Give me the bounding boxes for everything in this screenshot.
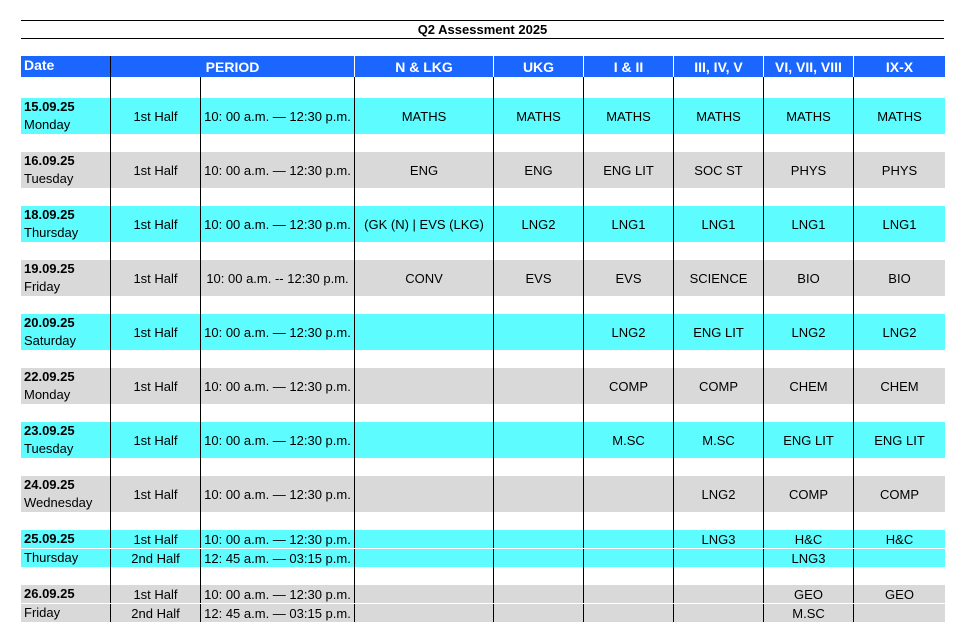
- header-row: [21, 56, 945, 77]
- spacer-cell: [674, 296, 764, 314]
- spacer-cell: [201, 77, 355, 98]
- subject-cell: CHEM: [764, 368, 854, 404]
- table-row: [21, 604, 945, 622]
- spacer-cell: [584, 242, 674, 260]
- spacer-cell: [854, 188, 945, 206]
- date-cell: [21, 549, 111, 567]
- table-row: [21, 549, 945, 567]
- spacer-cell: [494, 458, 584, 476]
- spacer-cell: [584, 458, 674, 476]
- spacer-cell: [494, 188, 584, 206]
- subject-cell: LNG1: [764, 206, 854, 242]
- spacer-cell: [355, 350, 494, 368]
- date-value: 20.09.25: [24, 315, 75, 330]
- spacer-cell: [764, 567, 854, 585]
- spacer-cell: [21, 458, 111, 476]
- spacer-cell: [201, 134, 355, 152]
- subject-cell: [355, 422, 494, 458]
- header-iii-v: III, IV, V: [674, 56, 764, 77]
- spacer-cell: [355, 296, 494, 314]
- subject-cell: [355, 549, 494, 567]
- spacer-cell: [355, 404, 494, 422]
- date-cell: [21, 206, 111, 242]
- time-cell: 10: 00 a.m. — 12:30 p.m.: [201, 368, 355, 404]
- spacer-cell: [111, 188, 201, 206]
- subject-cell: CHEM: [880, 378, 919, 394]
- page-title: Q2 Assessment 2025: [417, 22, 548, 37]
- day-value: Saturday: [24, 333, 77, 348]
- subject-cell: [494, 476, 584, 512]
- subject-cell: LNG1: [674, 206, 764, 242]
- spacer-cell: [201, 296, 355, 314]
- subject-cell: ENG: [494, 152, 584, 188]
- subject-cell: LNG2: [494, 206, 584, 242]
- spacer-cell: [355, 512, 494, 530]
- time-cell: 12: 45 a.m. — 03:15 p.m.: [201, 604, 355, 622]
- spacer-cell: [764, 188, 854, 206]
- subject-cell: [674, 549, 764, 567]
- table-row: [21, 260, 945, 296]
- subject-cell: SOC ST: [674, 152, 764, 188]
- half-cell: 2nd Half: [111, 604, 201, 622]
- subject-cell: [355, 368, 494, 404]
- subject-cell: [494, 604, 584, 622]
- spacer-cell: [854, 404, 945, 422]
- spacer-cell: [201, 567, 355, 585]
- spacer-cell: [21, 512, 111, 530]
- subject-cell: LNG3: [764, 549, 854, 567]
- spacer-cell: [674, 567, 764, 585]
- subject-cell: ENG LIT: [874, 432, 925, 448]
- spacer-cell: [764, 77, 854, 98]
- date-value: 25.09.25: [24, 531, 75, 546]
- spacer-cell: [201, 404, 355, 422]
- subject-cell: [854, 549, 945, 567]
- subject-cell: CONV: [355, 260, 494, 296]
- spacer-cell: [494, 242, 584, 260]
- date-value: 15.09.25: [24, 99, 75, 114]
- header-date: Date: [21, 56, 111, 77]
- half-cell: 1st Half: [111, 368, 201, 404]
- subject-cell: H&C: [764, 530, 854, 548]
- spacer-cell: [111, 350, 201, 368]
- title-rule: [21, 38, 944, 39]
- spacer-cell: [494, 512, 584, 530]
- spacer-cell: [494, 77, 584, 98]
- table-row: [21, 152, 945, 188]
- spacer-cell: [111, 77, 201, 98]
- date-value: 24.09.25: [24, 477, 75, 492]
- day-value: Monday: [24, 387, 71, 402]
- spacer-cell: [674, 188, 764, 206]
- spacer-cell: [584, 188, 674, 206]
- spacer-cell: [21, 77, 111, 98]
- subject-cell: [355, 585, 494, 603]
- spacer-cell: [201, 512, 355, 530]
- subject-cell: [584, 530, 674, 548]
- date-cell: [21, 152, 111, 188]
- spacer-cell: [764, 458, 854, 476]
- spacer-row: [21, 296, 945, 314]
- table-row: [21, 368, 945, 404]
- spacer-cell: [854, 77, 945, 98]
- day-value: Friday: [24, 605, 61, 620]
- spacer-row: [21, 350, 945, 368]
- spacer-row: [21, 404, 945, 422]
- spacer-cell: [674, 458, 764, 476]
- header-n-lkg: N & LKG: [355, 56, 494, 77]
- spacer-row: [21, 242, 945, 260]
- time-cell: 12: 45 a.m. — 03:15 p.m.: [201, 549, 355, 567]
- spacer-cell: [584, 350, 674, 368]
- spacer-cell: [494, 296, 584, 314]
- subject-cell: ENG LIT: [674, 314, 764, 350]
- subject-cell: [494, 530, 584, 548]
- spacer-row: [21, 458, 945, 476]
- spacer-cell: [674, 77, 764, 98]
- subject-cell: GEO: [885, 586, 914, 602]
- date-cell: [21, 604, 111, 622]
- spacer-cell: [854, 512, 945, 530]
- subject-cell: [584, 585, 674, 603]
- subject-cell: EVS: [494, 260, 584, 296]
- spacer-cell: [674, 242, 764, 260]
- date-cell: [21, 585, 111, 603]
- date-cell: [21, 314, 111, 350]
- day-value: Wednesday: [24, 495, 93, 510]
- table-row: [21, 585, 945, 604]
- day-value: Thursday: [24, 225, 79, 240]
- time-cell: 10: 00 a.m. — 12:30 p.m.: [201, 98, 355, 134]
- date-cell: [21, 260, 111, 296]
- time-cell: 10: 00 a.m. — 12:30 p.m.: [201, 585, 355, 603]
- half-cell: 1st Half: [111, 476, 201, 512]
- spacer-cell: [494, 404, 584, 422]
- spacer-cell: [584, 77, 674, 98]
- time-cell: 10: 00 a.m. — 12:30 p.m.: [201, 530, 355, 548]
- subject-cell: MATHS: [584, 98, 674, 134]
- subject-cell: MATHS: [877, 108, 922, 124]
- spacer-cell: [355, 458, 494, 476]
- half-cell: 1st Half: [111, 585, 201, 603]
- date-cell: [21, 368, 111, 404]
- date-cell: [21, 530, 111, 548]
- half-cell: 1st Half: [111, 98, 201, 134]
- spacer-row: [21, 512, 945, 530]
- spacer-cell: [111, 567, 201, 585]
- spacer-cell: [21, 404, 111, 422]
- spacer-cell: [355, 134, 494, 152]
- subject-cell: [584, 604, 674, 622]
- subject-cell: MATHS: [355, 98, 494, 134]
- spacer-cell: [854, 242, 945, 260]
- spacer-cell: [854, 458, 945, 476]
- subject-cell: [355, 476, 494, 512]
- spacer-cell: [355, 567, 494, 585]
- time-cell: 10: 00 a.m. — 12:30 p.m.: [201, 206, 355, 242]
- subject-cell: LNG1: [882, 216, 917, 232]
- spacer-cell: [494, 567, 584, 585]
- half-cell: 1st Half: [111, 152, 201, 188]
- table-row: [21, 314, 945, 350]
- half-cell: 1st Half: [111, 530, 201, 548]
- subject-cell: SCIENCE: [674, 260, 764, 296]
- spacer-cell: [764, 242, 854, 260]
- spacer-cell: [494, 134, 584, 152]
- spacer-cell: [764, 134, 854, 152]
- spacer-cell: [111, 242, 201, 260]
- subject-cell: LNG3: [674, 530, 764, 548]
- subject-cell: MATHS: [764, 98, 854, 134]
- spacer-row: [21, 188, 945, 206]
- date-cell: [21, 422, 111, 458]
- half-cell: 2nd Half: [111, 549, 201, 567]
- time-cell: 10: 00 a.m. — 12:30 p.m.: [201, 422, 355, 458]
- header-period: PERIOD: [111, 56, 355, 77]
- date-value: 19.09.25: [24, 261, 75, 276]
- subject-cell: ENG LIT: [584, 152, 674, 188]
- subject-cell: BIO: [888, 270, 911, 286]
- time-cell: 10: 00 a.m. — 12:30 p.m.: [201, 152, 355, 188]
- spacer-cell: [355, 77, 494, 98]
- spacer-cell: [21, 134, 111, 152]
- spacer-cell: [111, 404, 201, 422]
- subject-cell: PHYS: [881, 162, 918, 178]
- subject-cell: GEO: [764, 585, 854, 603]
- subject-cell: MATHS: [674, 98, 764, 134]
- subject-cell: COMP: [674, 368, 764, 404]
- date-value: 23.09.25: [24, 423, 75, 438]
- time-cell: 10: 00 a.m. — 12:30 p.m.: [201, 476, 355, 512]
- subject-cell: ENG LIT: [764, 422, 854, 458]
- table-row: [21, 98, 945, 134]
- spacer-cell: [201, 188, 355, 206]
- subject-cell: COMP: [764, 476, 854, 512]
- spacer-cell: [21, 567, 111, 585]
- date-value: 16.09.25: [24, 153, 75, 168]
- table-row: [21, 530, 945, 549]
- table-row: [21, 476, 945, 512]
- spacer-cell: [584, 134, 674, 152]
- day-value: Friday: [24, 279, 61, 294]
- spacer-row: [21, 77, 945, 98]
- spacer-cell: [674, 134, 764, 152]
- subject-cell: [494, 585, 584, 603]
- half-cell: 1st Half: [111, 260, 201, 296]
- subject-cell: BIO: [764, 260, 854, 296]
- half-cell: 1st Half: [111, 314, 201, 350]
- subject-cell: [674, 585, 764, 603]
- subject-cell: EVS: [584, 260, 674, 296]
- subject-cell: [854, 604, 945, 622]
- subject-cell: [494, 422, 584, 458]
- spacer-cell: [674, 404, 764, 422]
- spacer-cell: [21, 350, 111, 368]
- spacer-cell: [674, 350, 764, 368]
- half-cell: 1st Half: [111, 206, 201, 242]
- spacer-cell: [21, 188, 111, 206]
- date-value: 18.09.25: [24, 207, 75, 222]
- spacer-cell: [854, 567, 945, 585]
- spacer-cell: [355, 188, 494, 206]
- date-value: 22.09.25: [24, 369, 75, 384]
- subject-cell: COMP: [880, 486, 919, 502]
- subject-cell: [494, 314, 584, 350]
- spacer-cell: [584, 296, 674, 314]
- subject-cell: H&C: [885, 531, 914, 547]
- header-ukg: UKG: [494, 56, 584, 77]
- header-ix-x: IX-X: [885, 58, 914, 75]
- subject-cell: [584, 549, 674, 567]
- time-cell: 10: 00 a.m. — 12:30 p.m.: [201, 314, 355, 350]
- spacer-cell: [854, 296, 945, 314]
- table-row: [21, 422, 945, 458]
- spacer-cell: [764, 350, 854, 368]
- date-value: 26.09.25: [24, 586, 75, 601]
- subject-cell: LNG2: [882, 324, 917, 340]
- subject-cell: LNG2: [584, 314, 674, 350]
- subject-cell: PHYS: [764, 152, 854, 188]
- half-cell: 1st Half: [111, 422, 201, 458]
- spacer-row: [21, 567, 945, 585]
- day-value: Tuesday: [24, 171, 74, 186]
- subject-cell: (GK (N) | EVS (LKG): [355, 206, 494, 242]
- spacer-cell: [111, 512, 201, 530]
- day-value: Tuesday: [24, 441, 74, 456]
- day-value: Thursday: [24, 550, 79, 565]
- spacer-cell: [111, 134, 201, 152]
- subject-cell: COMP: [584, 368, 674, 404]
- spacer-cell: [494, 350, 584, 368]
- spacer-cell: [854, 350, 945, 368]
- date-cell: [21, 98, 111, 134]
- spacer-cell: [355, 242, 494, 260]
- header-i-ii: I & II: [584, 56, 674, 77]
- schedule-table: [21, 56, 945, 622]
- subject-cell: [355, 604, 494, 622]
- table-row: [21, 206, 945, 242]
- subject-cell: [674, 604, 764, 622]
- subject-cell: M.SC: [584, 422, 674, 458]
- subject-cell: [355, 314, 494, 350]
- subject-cell: [355, 530, 494, 548]
- spacer-cell: [854, 134, 945, 152]
- subject-cell: ENG: [355, 152, 494, 188]
- subject-cell: M.SC: [674, 422, 764, 458]
- spacer-cell: [111, 458, 201, 476]
- day-value: Monday: [24, 117, 71, 132]
- header-vi-viii: VI, VII, VIII: [764, 56, 854, 77]
- subject-cell: M.SC: [764, 604, 854, 622]
- spacer-cell: [674, 512, 764, 530]
- spacer-row: [21, 134, 945, 152]
- spacer-cell: [584, 567, 674, 585]
- spacer-cell: [201, 350, 355, 368]
- time-cell: 10: 00 a.m. -- 12:30 p.m.: [201, 260, 355, 296]
- spacer-cell: [584, 512, 674, 530]
- spacer-cell: [201, 458, 355, 476]
- subject-cell: [584, 476, 674, 512]
- spacer-cell: [111, 296, 201, 314]
- spacer-cell: [764, 512, 854, 530]
- spacer-cell: [584, 404, 674, 422]
- spacer-cell: [764, 296, 854, 314]
- subject-cell: LNG2: [674, 476, 764, 512]
- spacer-cell: [21, 296, 111, 314]
- spacer-cell: [764, 404, 854, 422]
- subject-cell: [494, 549, 584, 567]
- subject-cell: LNG2: [764, 314, 854, 350]
- spacer-cell: [21, 242, 111, 260]
- subject-cell: LNG1: [584, 206, 674, 242]
- spacer-cell: [201, 242, 355, 260]
- subject-cell: [494, 368, 584, 404]
- subject-cell: MATHS: [494, 98, 584, 134]
- date-cell: [21, 476, 111, 512]
